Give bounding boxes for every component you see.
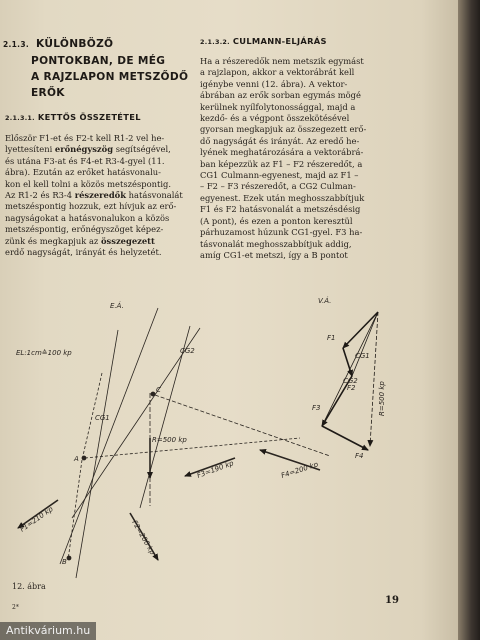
- text-line: Először F1-et és F2-t kell R1-2 vel he-: [5, 133, 165, 143]
- text-line: erdő nagyságát, irányát és helyzetét.: [5, 247, 162, 258]
- dashed-line: [155, 395, 330, 456]
- text-line: ban képezzük az F1 – F2 részeredőt, a: [200, 158, 363, 169]
- page-number: 19: [385, 595, 399, 606]
- label-v-r: R=500 kp: [378, 381, 386, 416]
- label-f4: F4=200 kp: [280, 460, 320, 480]
- label-v-cg1: CG1: [355, 352, 370, 360]
- section-number: 2.1.3.: [3, 40, 30, 49]
- action-line: [60, 308, 158, 564]
- text-line: (A pont), és ezen a ponton keresztül: [200, 215, 353, 226]
- label-point-b: B: [62, 558, 67, 566]
- label-v-f2: F2: [347, 384, 356, 392]
- text-line: zünk és megkapjuk az összegezett: [5, 235, 155, 246]
- text-line: Ha a részeredők nem metszik egymást: [200, 56, 364, 66]
- label-cg2: CG2: [180, 347, 195, 355]
- subsection-title-2: CULMANN-ELJÁRÁS: [232, 36, 327, 46]
- section-title-line3: A RAJZLAPON METSZŐDŐ: [31, 71, 189, 83]
- label-f3: F3=190 kp: [195, 459, 235, 480]
- label-v-f3: F3: [312, 404, 321, 412]
- text-line: Az R1-2 és R3-4 részeredők hatásvonalát: [5, 190, 183, 201]
- text-line: metszéspontig hozzuk, ezt hívjuk az erő-: [5, 201, 177, 212]
- text-line: kerülnek nyílfolytonossággal, majd a: [200, 101, 356, 112]
- subsection-title-1: KETTŐS ÖSSZETÉTEL: [37, 112, 141, 122]
- label-v-cg2: CG2: [343, 377, 358, 385]
- force-diagram-figure: [0, 278, 458, 618]
- text-line: lyének meghatározására a vektorábrá-: [200, 147, 364, 158]
- label-r-left: R=500 kp: [152, 436, 187, 444]
- section-heading: [3, 36, 193, 101]
- action-line: [76, 330, 118, 578]
- label-f2: F2=200 kp: [130, 519, 157, 557]
- text-line: párhuzamost húzunk CG1-gyel. F3 ha-: [200, 227, 363, 238]
- section-title-line2: PONTOKBAN, DE MÉG: [31, 55, 166, 67]
- vector-f1: [343, 312, 378, 348]
- text-line: tásvonalát meghosszabbítjuk addig,: [200, 238, 352, 249]
- text-line: CG1 Culmann-egyenest, majd az F1 –: [200, 170, 359, 181]
- text-line: egyenest. Ezek után meghosszabbítjuk: [200, 192, 365, 203]
- label-v-f1: F1: [327, 334, 336, 342]
- section-title-line4: ERŐK: [31, 87, 65, 99]
- label-point-a: A: [74, 455, 79, 463]
- subsection-number-2: 2.1.3.2.: [200, 38, 230, 46]
- label-ea: E.Á.: [110, 302, 124, 310]
- watermark: Antikvárium.hu: [0, 622, 96, 640]
- signature-mark: 2*: [12, 604, 19, 611]
- book-gutter: [458, 0, 480, 640]
- text-line: gyorsan megkapjuk az összegezett erő-: [200, 124, 367, 135]
- cg1-line: [72, 328, 200, 518]
- label-cg1: CG1: [95, 414, 110, 422]
- subsection-heading-1: [5, 112, 141, 124]
- label-scale: EL:1cm≙100 kp: [16, 349, 72, 357]
- vector-f2: [343, 348, 352, 376]
- left-column-text: [5, 133, 193, 258]
- text-line: ábra). Ezután az erőket hatásvonalu-: [5, 167, 161, 178]
- dashed-line: [85, 438, 300, 458]
- vector-cg2-line: [322, 312, 378, 426]
- text-line: a rajzlapon, akkor a vektorábrát kell: [200, 67, 355, 78]
- dashed-line: [68, 460, 82, 560]
- text-line: F1 és F2 hatásvonalát a metszésdésig: [200, 204, 361, 215]
- text-line: kezdő- és a végpont összekötésével: [200, 113, 350, 124]
- text-line: kon el kell tolni a közös metszéspontig.: [5, 178, 171, 189]
- vector-f4: [322, 426, 368, 450]
- label-va: V.Á.: [318, 297, 332, 305]
- subsection-heading-2: [200, 36, 327, 48]
- text-line: metszéspontig, erőnégyszöget képez-: [5, 224, 164, 235]
- label-f1: F1=210 kp: [18, 505, 55, 534]
- right-column-text: [200, 56, 395, 261]
- text-line: lyettesíteni erőnégyszög segítségével,: [5, 144, 171, 155]
- section-title-line1: KÜLÖNBÖZŐ: [36, 38, 114, 50]
- text-line: – F2 – F3 részeredőt, a CG2 Culman-: [200, 181, 356, 192]
- point-a-dot: [82, 456, 86, 460]
- figure-caption: 12. ábra: [12, 582, 46, 591]
- point-c-dot: [151, 392, 155, 396]
- point-b-dot: [67, 556, 71, 560]
- label-point-c: C: [156, 386, 161, 394]
- subsection-number-1: 2.1.3.1.: [5, 114, 35, 122]
- text-line: amíg CG1-et metszi, így a B pontot: [200, 249, 348, 260]
- label-v-f4: F4: [355, 452, 364, 460]
- vector-resultant: [370, 312, 378, 446]
- text-line: és utána F3-at és F4-et R3-4-gyel (11.: [5, 155, 165, 166]
- vector-cg1-line: [352, 312, 378, 376]
- text-line: ábrában az erők sorban egymás mögé: [200, 90, 361, 101]
- text-line: dő nagyságát és irányát. Az eredő he-: [200, 135, 360, 146]
- text-line: igénybe venni (12. ábra). A vektor-: [200, 78, 348, 89]
- text-line: nagyságokat a hatásvonalukon a közös: [5, 212, 170, 223]
